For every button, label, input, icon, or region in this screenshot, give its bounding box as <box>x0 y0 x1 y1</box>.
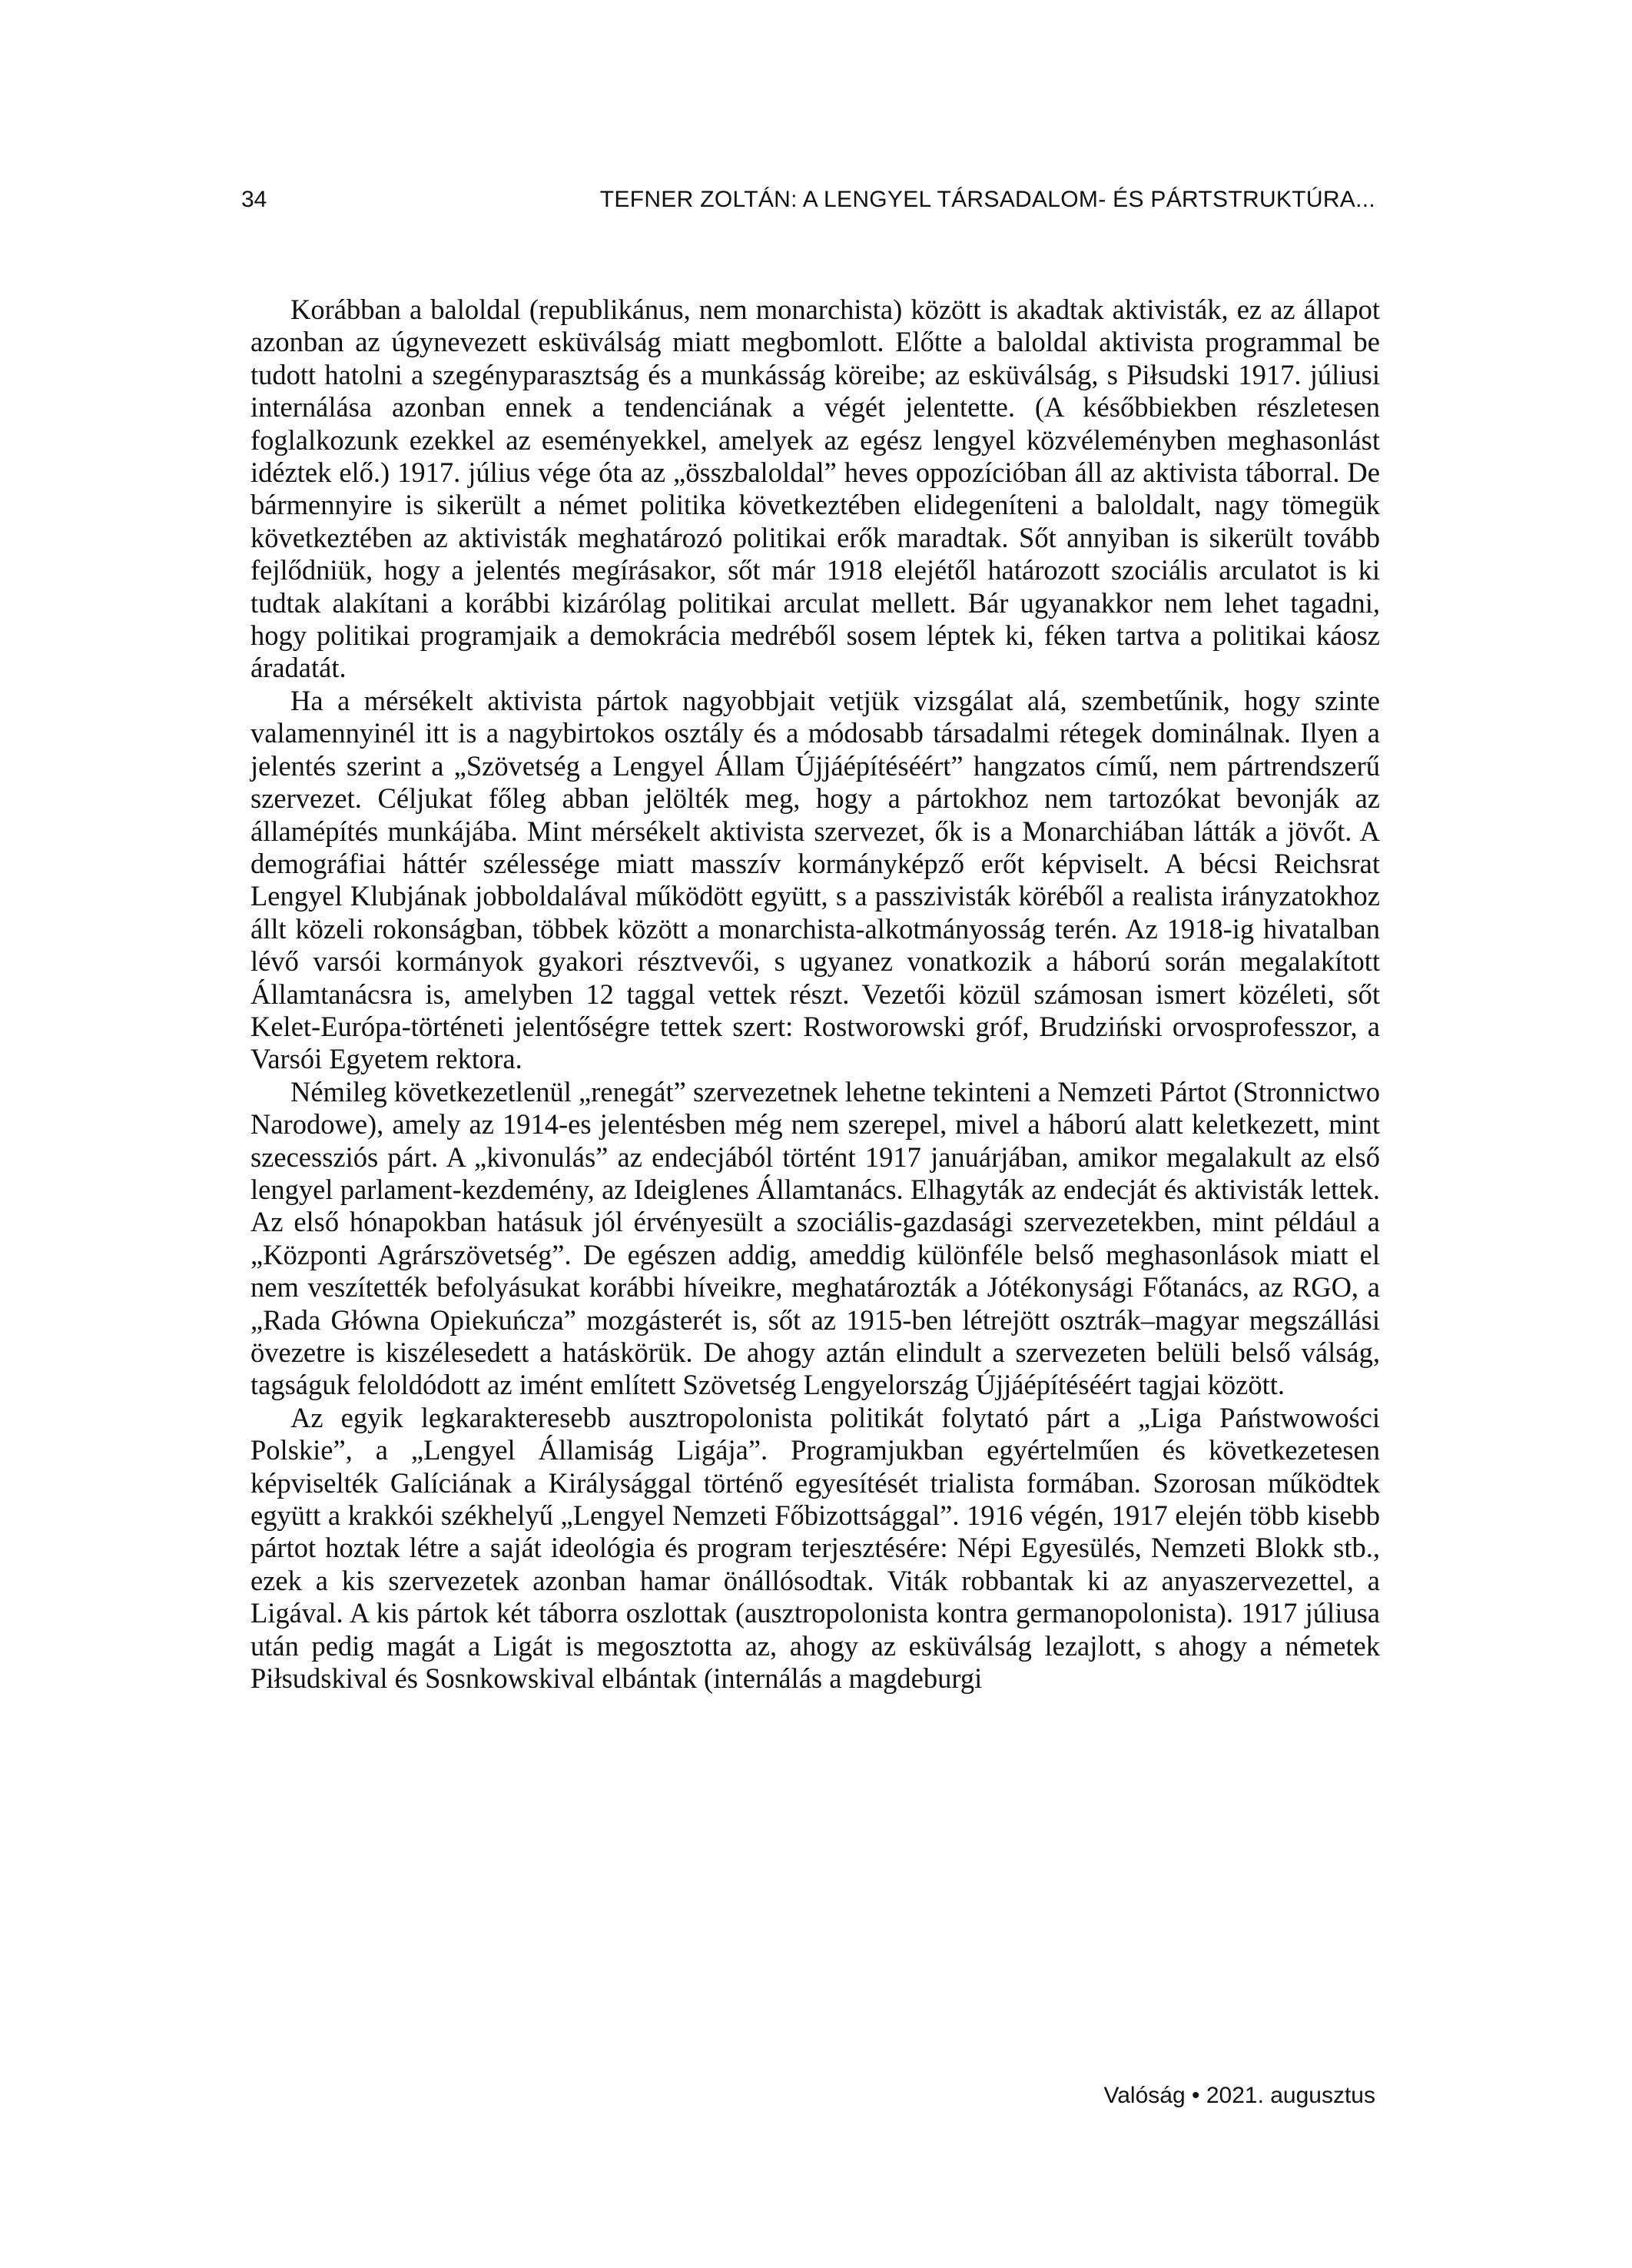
running-header <box>241 187 1375 225</box>
paragraph: Némileg következetlenül „renegát” szervezetnek lehetne tekinteni a Nemzeti Pártot (Stronnictwo Narodowe), amely az 1914-es jelentésben még nem szerepel, mivel a háború alatt keletkezett, mint szecessziós párt. A „kivonulás” az endecjából történt 1917 januárjában, amikor megalakult az első lengyel parlament-kezdemény, az Ideiglenes Államtanács. Elhagyták az endecját és aktivisták lettek. Az első hónapokban hatásuk jól érvényesült a szociális-gazdasági szervezetekben, mint például a „Központi Agrárszövetség”. De egészen addig, ameddig különféle belső meghasonlások miatt el nem veszítették befolyásukat korábbi híveikre, meghatározták a Jótékonysági Főtanács, az RGO, a „Rada Główna Opiekuńcza” mozgásterét is, sőt az 1915-ben létrejött osztrák–magyar megszállási övezetre is kiszélesedett a hatáskörük. De ahogy aztán elindult a szervezeten belüli belső válság, tagságuk feloldódott az imént említett Szövetség Lengyelország Újjáépítéséért tagjai között. <box>250 1075 1380 1401</box>
paragraph: Korábban a baloldal (republikánus, nem monarchista) között is akadtak aktivisták, ez az állapot azonban az úgynevezett esküválság miatt megbomlott. Előtte a baloldal aktivista programmal be tudott hatolni a szegényparasztság és a munkásság köreibe; az esküválság, s Piłsudski 1917. júliusi internálása azonban ennek a tendenciának a végét jelentette. (A későbbiekben részletesen foglalkozunk ezekkel az eseményekkel, amelyek az egész lengyel közvéleményben meghasonlást idéztek elő.) 1917. július vége óta az „összbaloldal” heves oppozícióban áll az aktivista táborral. De bármennyire is sikerült a német politika következtében elidegeníteni a baloldalt, nagy tömegük következtében az aktivisták meghatározó politikai erők maradtak. Sőt annyiban is sikerült tovább fejlődniük, hogy a jelentés megírásakor, sőt már 1918 elejétől határozott szociális arculatot is ki tudtak alakítani a korábbi kizárólag politikai arculat mellett. Bár ugyanakkor nem lehet tagadni, hogy politikai programjaik a demokrácia medréből sosem léptek ki, féken tartva a politikai káosz áradatát. <box>250 294 1380 684</box>
paragraph: Ha a mérsékelt aktivista pártok nagyobbjait vetjük vizsgálat alá, szembetűnik, hogy szinte valamennyinél itt is a nagybirtokos osztály és a módosabb társadalmi rétegek dominálnak. Ilyen a jelentés szerint a „Szövetség a Lengyel Állam Újjáépítéséért” hangzatos című, nem pártrendszerű szervezet. Céljukat főleg abban jelölték meg, hogy a pártokhoz nem tartozókat bevonják az államépítés munkájába. Mint mérsékelt aktivista szervezet, ők is a Monarchiában látták a jövőt. A demográfiai háttér szélessége miatt masszív kormányképző erőt képviselt. A bécsi Reichsrat Lengyel Klubjának jobboldalával működött együtt, s a passzivisták köréből a realista irányzatokhoz állt közeli rokonságban, többek között a monarchista-alkotmányosság terén. Az 1918-ig hivatalban lévő varsói kormányok gyakori résztvevői, s ugyanez vonatkozik a háború során megalakított Államtanácsra is, amelyben 12 taggal vettek részt. Vezetői közül számosan ismert közéleti, sőt Kelet-Európa-történeti jelentőségre tettek szert: Rostworowski gróf, Brudziński orvosprofesszor, a Varsói Egyetem rektora. <box>250 684 1380 1075</box>
article-body <box>250 294 1380 1695</box>
running-title: TEFNER ZOLTÁN: A LENGYEL TÁRSADALOM- ÉS PÁRTSTRUKTÚRA... <box>599 187 1375 212</box>
page-number: 34 <box>241 187 267 212</box>
running-footer: Valóság • 2021. augusztus <box>1103 2083 1375 2108</box>
paragraph: Az egyik legkarakteresebb ausztropolonista politikát folytató párt a „Liga Państwowości Polskie”, a „Lengyel Államiság Ligája”. Programjukban egyértelműen és következetesen képviselték Galíciának a Királysággal történő egyesítését trialista formában. Szorosan működtek együtt a krakkói székhelyű „Lengyel Nemzeti Főbizottsággal”. 1916 végén, 1917 elején több kisebb pártot hoztak létre a saját ideológia és program terjesztésére: Népi Egyesülés, Nemzeti Blokk stb., ezek a kis szervezetek azonban hamar önállósodtak. Viták robbantak ki az anyaszervezettel, a Ligával. A kis pártok két táborra oszlottak (ausztropolonista kontra germanopolonista). 1917 júliusa után pedig magát a Ligát is megosztotta az, ahogy az esküválság lezajlott, s ahogy a németek Piłsudskival és Sosnkowskival elbántak (internálás a magdeburgi <box>250 1401 1380 1695</box>
